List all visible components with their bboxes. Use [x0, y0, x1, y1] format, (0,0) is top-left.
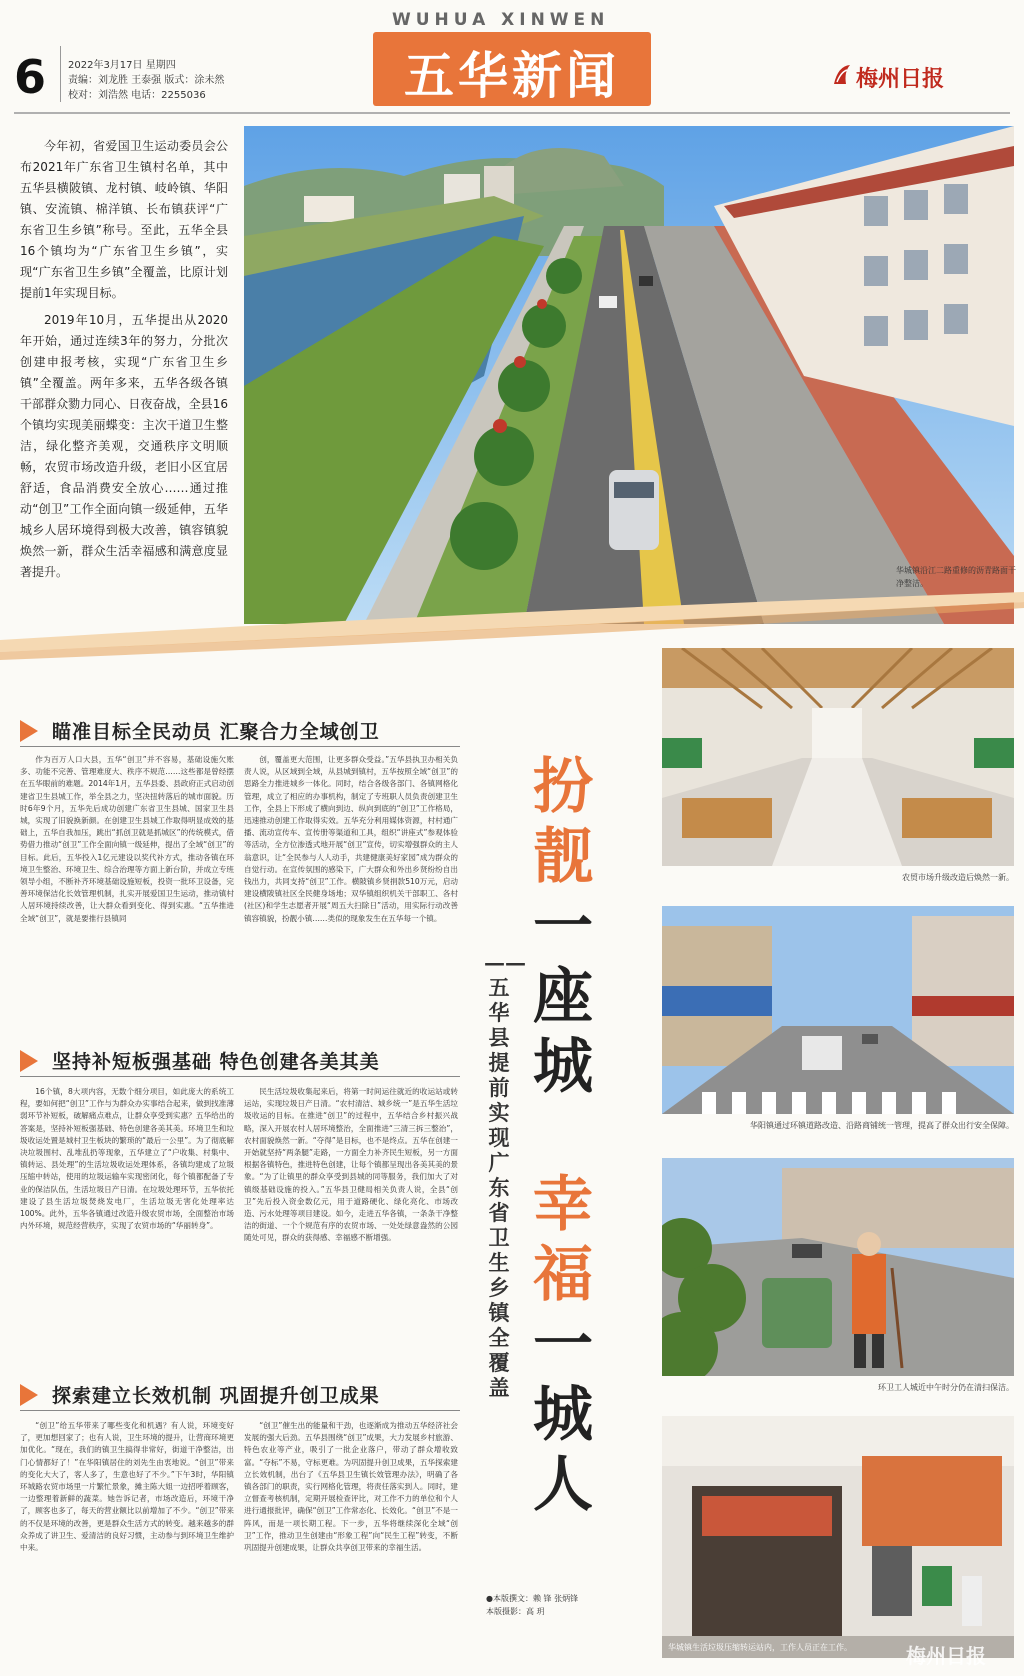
intro-paragraph-1: 今年初，省爱国卫生运动委员会公布2021年广东省卫生镇村名单，其中五华县横陂镇、龙村镇、岐岭镇、华阳镇、安流镇、棉洋镇、长布镇获评“广东省卫生乡镇”称号。至此，五华全县16个镇均为“广东省卫生乡镇”，实现“广东省卫生乡镇”全覆盖，比原计划提前1年实现目标。	[20, 139, 228, 300]
section-3-title: 探索建立长效机制 巩固提升创卫成果	[52, 1385, 380, 1407]
headline-char: 城	[533, 1032, 593, 1102]
meta-editors: 责编：刘龙胜 王泰强 版式：涂未然	[68, 75, 225, 86]
section-1-rule	[20, 746, 460, 747]
meta-date: 2022年3月17日 星期四	[68, 60, 176, 71]
masthead-rule	[14, 112, 1010, 114]
section-1-heading	[20, 716, 460, 746]
masthead-meta	[68, 58, 224, 103]
hero-caption: 华城镇沿江二路重修的沥青路面干净整洁。	[896, 566, 1016, 588]
section-2-column-2	[244, 1086, 458, 1356]
section-3-heading	[20, 1380, 460, 1410]
transfer-station-photo	[662, 1416, 1014, 1658]
page-number: 6	[14, 50, 47, 104]
headline-char: 幸	[533, 1170, 593, 1240]
street-photo	[662, 906, 1014, 1114]
headline-char: 人	[533, 1450, 593, 1520]
headline-char: 一	[533, 892, 593, 962]
section-2-text-2: 民生活垃圾收集起来后，将第一时间运往就近的收运站或转运站，实现垃圾日产日清。“农村清洁、城乡统一”是五华生活垃圾收运的目标。在推进“创卫”的过程中，五华结合乡村振兴战略，深入开展农村人居环境整治，全面推进“三清三拆三整治”，农村面貌焕然一新。“夺得”是目标，也不是终点。五华在创建一开始就坚持“两条腿”走路，一方面全力补齐民生短板，另一方面根据各镇特色，推进特色创建，让每个镇都呈现出各美其美的景象。“为了让镇里的群众享受到县城的同等服务，我们加大了对镇级基础设施的投入。”五华县卫健局相关负责人说，全县“创卫”先后投入资金数亿元，用于道路硬化、绿化亮化、市场改造、污水处理等项目建设。如今，走进五华各镇，一条条干净整洁的街道、一个个规范有序的农贸市场、一处处绿意盎然的公园随处可见，群众的获得感、幸福感不断增强。	[244, 1087, 458, 1243]
watermark: 梅州日报	[906, 1644, 986, 1668]
headline-char: 靓	[533, 822, 593, 892]
section-2-title: 坚持补短板强基础 特色创建各美其美	[52, 1051, 380, 1073]
section-3-text-2: “创卫”催生出的能量和干劲，也逐渐成为推动五华经济社会发展的强大后劲。五华县围绕“创卫”成果，大力发展乡村旅游、特色农业等产业，吸引了一批企业落户，带动了群众增收致富。“夺标”不易，守标更难。为巩固提升创卫成果，五华探索建立长效机制，出台了《五华县卫生镇长效管理办法》，明确了各镇各部门的职责，实行网格化管理，将责任落实到人。同时，建立督查考核机制，定期开展检查评比，对工作不力的单位和个人进行通报批评，确保“创卫”工作常态化、长效化。“创卫”不是一阵风，而是一项长期工程。下一步，五华将继续深化全域“创卫”工作，推动卫生创建由“形象工程”向“民生工程”转变，不断巩固提升创建成果，让群众共享创卫带来的幸福生活。	[244, 1421, 458, 1553]
section-1-column-1	[20, 754, 234, 1024]
intro-text	[20, 136, 228, 589]
meta-proof: 校对：刘浩然 电话：2255036	[68, 90, 206, 101]
byline-photographer: 本版摄影：高 玥	[486, 1607, 545, 1616]
masthead-divider	[60, 46, 61, 102]
market-photo	[662, 648, 1014, 866]
headline-char: 福	[533, 1240, 593, 1310]
section-1-text-1: 作为百万人口大县，五华“创卫”并不容易，基础设施欠账多、功能不完善、管理难度大、秩序不规范……这些都是曾经摆在五华眼前的难题。2014年1月，五华县委、县政府正式启动创建省卫生县城工作，举全县之力，坚决扭转落后的城市面貌。历时6年9个月，五华先后成功创建广东省卫生县城、国家卫生县城，实现了旧貌换新颜。在创建卫生县城工作取得明显成效的基础上，五华自我加压，跳出“抓创卫就是抓城区”的传统模式，借势借力推动“创卫”工作全面向镇一级延伸，提出了全域“创卫”的目标。此后，五华投入1亿元建设以奖代补方式，推动各镇在环境卫生整治、环境卫生、综合治理等方面上新台阶，并成立专班领导小组，不断补齐环境基础设施短板，投资一批环卫设备，完善环境保洁化长效管理机制，扎实开展爱国卫生运动，推动镇村人居环境持续改善，让大群众看到变化、得到实惠。“五华推进全域“创卫”，就是要推行县镇同	[20, 755, 234, 923]
section-3-column-2	[244, 1420, 458, 1660]
section-3-column-1	[20, 1420, 234, 1660]
section-title: 五华新闻	[404, 46, 620, 105]
headline-char: 扮	[533, 752, 593, 822]
photo-caption-4: 华城镇生活垃圾压缩转运站内，工作人员正在工作。	[668, 1643, 852, 1652]
section-1-column-2	[244, 754, 458, 1024]
headline-line-2	[528, 1170, 598, 1520]
photo-caption-2: 华阳镇通过环镇道路改造、沿路商铺统一管理，提高了群众出行安全保障。	[750, 1121, 1014, 1130]
sanitation-worker-photo	[662, 1158, 1014, 1376]
hero-photo	[244, 126, 1014, 624]
paper-name: 梅州日报	[856, 66, 945, 92]
headline-char: 一	[533, 1310, 593, 1380]
headline-char: 城	[533, 1380, 593, 1450]
section-2-heading	[20, 1046, 460, 1076]
headline-subtitle: ——五华县提前实现广东省卫生乡镇全覆盖	[484, 950, 526, 1400]
section-3-text-1: “创卫”给五华带来了哪些变化和机遇？有人说，环境变好了，更加想回家了；也有人说，卫生环境的提升，让营商环境更加优化。“现在，我们的镇卫生搞得非常好，街道干净整洁，出门心情都好了！”在华阳镇居住的刘先生由衷地说。“创卫”带来的变化大大了，客人多了，生意也好了不少。”下午3时，华阳镇环城路农贸市场里一片繁忙景象，摊主陈大姐一边招呼着顾客，一边整理着新鲜的蔬菜。她告诉记者，市场改造后，环境干净了，顾客也多了，每天的营业额比以前增加了不少。“创卫”带来的不仅是环境的改善，更是群众生活方式的转变。越来越多的群众养成了讲卫生、爱清洁的良好习惯，主动参与到环境卫生维护中来。	[20, 1421, 234, 1553]
section-1-title: 瞄准目标全民动员 汇聚合力全域创卫	[52, 721, 380, 743]
intro-paragraph-2: 2019年10月，五华提出从2020年开始，通过连续3年的努力，分批次创建申报考核，实现“广东省卫生乡镇”全覆盖。两年多来，五华各级各镇干部群众勠力同心、日夜奋战，全县16个镇均实现美丽蝶变：主次干道卫生整洁，绿化整齐美观，交通秩序文明顺畅，农贸市场改造升级，老旧小区宜居舒适，食品消费安全放心……通过推动“创卫”工作全面向镇一级延伸，五华城乡人居环境得到极大改善，镇容镇貌焕然一新，群众生活幸福感和满意度显著提升。	[20, 313, 228, 579]
section-3-rule	[20, 1410, 460, 1411]
section-2-rule	[20, 1076, 460, 1077]
section-1-text-2: 创，覆盖更大范围，让更多群众受益。”五华县执卫办相关负责人说，从区域到全域，从县城到镇村，五华按照全域“创卫”的思路全力推进城乡一体化。同时，结合各级各部门、各镇网格化管理，成立了相应的办事机构，制定了专班职人员负责创建卫生工作，全县上下形成了横向到边、纵向到底的“创卫”工作格局，迅速推动创建工作取得实效。五华充分利用媒体资源，村村通广播、流动宣传车、宣传册等渠道和工具，组织“讲座式”参观体验等活动，全方位渗透式地开展“创卫”宣传，切实增强群众的主人翁意识，让“全民参与人人动手，共建健康美好家园”成为群众的自觉行动。在宣传氛围的感染下，广大群众和外出乡贤纷纷自出钱出力，共同支持“创卫”工作。横陂镇乡贤捐款510万元，启动建设横陂镇社区全民健身场地；双华镇组织机关干部职工、各村(社区)和学生志愿者开展“周五大扫除日”活动，用实际行动改善镇容镇貌，扮靓小镇……类似的现象发生在五华每一个镇。	[244, 755, 458, 923]
headline-char: 座	[533, 962, 593, 1032]
section-name-en: WUHUA XINWEN	[392, 10, 610, 30]
photo-caption-3: 环卫工人城近中午时分仍在清扫保洁。	[878, 1383, 1014, 1392]
paper-logo-icon	[832, 62, 854, 88]
section-3-marker-icon	[20, 1384, 38, 1406]
byline-writers: ●本版撰文：赖 锋 张炳锋	[486, 1594, 579, 1603]
section-2-column-1	[20, 1086, 234, 1356]
section-1-marker-icon	[20, 720, 38, 742]
byline	[486, 1592, 578, 1618]
photo-caption-1: 农贸市场升级改造后焕然一新。	[902, 873, 1014, 882]
section-2-text-1: 16个镇，8大项内容，无数个细分项目，如此庞大的系统工程，要如何把“创卫”工作与为群众办实事结合起来，做到找准薄弱环节补短板，破解痛点难点，让群众享受到实惠？五华给出的答案是，坚持补短板强基础、特色创建各美其美。环境卫生和垃圾收运处置是城村卫生板块的繁琐的“最后一公里”。为了彻底解决垃圾围村、乱堆乱扔等现象，五华建立了“户收集、村集中、镇转运、县处理”的生活垃圾收运处理体系，各镇均建成了垃圾压缩中转站，使用的垃圾运输车实现密闭化，每个镇都配备了专业的保洁队伍，生活垃圾日产日清。在垃圾处理环节，五华依托建设了县生活垃圾焚烧发电厂，生活垃圾无害化处理率达100%。此外，五华各镇通过改造升级农贸市场，全面整治市场内外环境，规范经营秩序，实现了农贸市场的“华丽转身”。	[20, 1087, 234, 1231]
headline-line-1	[528, 752, 598, 1102]
section-2-marker-icon	[20, 1050, 38, 1072]
